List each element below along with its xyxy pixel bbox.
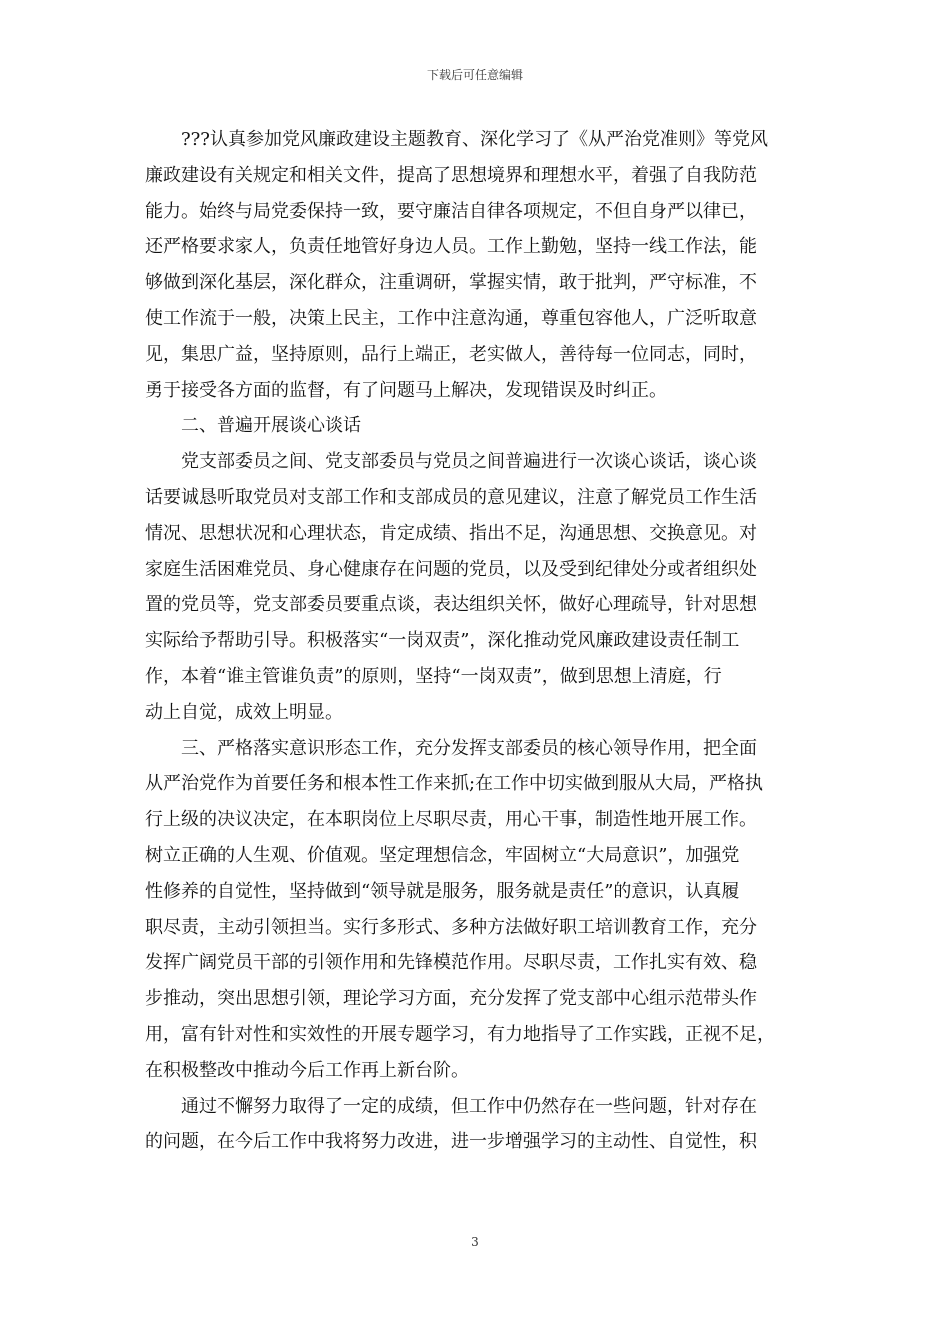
page-number: 3: [471, 1235, 479, 1249]
section-heading-2: [145, 408, 810, 444]
text-line: ???认真参加党风廉政建设主题教育、深化学习了《从严治党准则》等党风: [181, 129, 768, 150]
text-line: 职尽责，主动引领担当。实行多形式、多种方法做好职工培训教育工作，充分: [145, 916, 757, 938]
text-line: 实际给予帮助引导。积极落实“一岗双责”，深化推动党风廉政建设责任制工: [145, 630, 740, 652]
text-line: 还严格要求家人，负责任地管好身边人员。工作上勤勉，坚持一线工作法，能: [145, 236, 757, 258]
text-line: 使工作流于一般，决策上民主，工作中注意沟通，尊重包容他人，广泛听取意: [145, 307, 757, 329]
text-line: 见，集思广益，坚持原则，品行上端正，老实做人，善待每一位同志，同时，: [145, 343, 757, 365]
text-line: 作，本着“谁主管谁负责”的原则，坚持“一岗双责”，做到思想上清庭，行: [145, 665, 722, 687]
paragraph-heart-to-heart-talks: [145, 444, 810, 730]
text-line: 三、严格落实意识形态工作，充分发挥支部委员的核心领导作用，把全面: [181, 737, 757, 759]
text-line: 够做到深化基层，深化群众，注重调研，掌握实情，敢于批判，严守标准，不: [145, 272, 757, 294]
text-line: 步推动，突出思想引领，理论学习方面，充分发挥了党支部中心组示范带头作: [145, 988, 757, 1010]
text-line: 家庭生活困难党员、身心健康存在问题的党员，以及受到纪律处分或者组织处: [145, 558, 757, 580]
text-line: 党支部委员之间、党支部委员与党员之间普遍进行一次谈心谈话，谈心谈: [181, 451, 757, 473]
text-line: 情况、思想状况和心理状态，肯定成绩、指出不足，沟通思想、交换意见。对: [145, 522, 757, 544]
text-line: 置的党员等，党支部委员要重点谈，表达组织关怀，做好心理疏导，针对思想: [145, 594, 757, 616]
text-line: 性修养的自觉性，坚持做到“领导就是服务，服务就是责任”的意识，认真履: [145, 880, 740, 902]
text-line: 发挥广阔党员干部的引领作用和先锋模范作用。尽职尽责，工作扎实有效、稳: [145, 952, 757, 974]
text-line: 话要诚恳听取党员对支部工作和支部成员的意见建议，注意了解党员工作生活: [145, 486, 757, 508]
text-line: 树立正确的人生观、价值观。坚定理想信念，牢固树立“大局意识”，加强党: [145, 844, 740, 866]
paragraph-self-discipline: [145, 122, 810, 408]
text-line: 廉政建设有关规定和相关文件，提高了思想境界和理想水平，着强了自我防范: [145, 164, 757, 186]
text-line: 行上级的决议决定，在本职岗位上尽职尽责，用心干事，制造性地开展工作。: [145, 809, 757, 831]
paragraph-ideology-work: [145, 731, 810, 1089]
text-line: 动上自觉，成效上明显。: [145, 701, 343, 723]
text-line: 二、普遍开展谈心谈话: [181, 415, 361, 437]
text-line: 通过不懈努力取得了一定的成绩，但工作中仍然存在一些问题，针对存在: [181, 1095, 757, 1117]
text-line: 能力。始终与局党委保持一致，要守廉洁自律各项规定，不但自身严以律已，: [145, 200, 757, 222]
page-header: 下载后可任意编辑: [426, 68, 523, 82]
document-body: [145, 122, 810, 1160]
text-line: 勇于接受各方面的监督，有了问题马上解决，发现错误及时纠正。: [145, 379, 667, 401]
paragraph-conclusion: [145, 1089, 810, 1161]
text-line: 从严治党作为首要任务和根本性工作来抓;在工作中切实做到服从大局，严格执: [145, 773, 764, 795]
text-line: 在积极整改中推动今后工作再上新台阶。: [145, 1059, 469, 1081]
text-line: 的问题，在今后工作中我将努力改进，进一步增强学习的主动性、自觉性，积: [145, 1131, 757, 1153]
text-line: 用，富有针对性和实效性的开展专题学习，有力地指导了工作实践，正视不足，: [145, 1023, 775, 1045]
